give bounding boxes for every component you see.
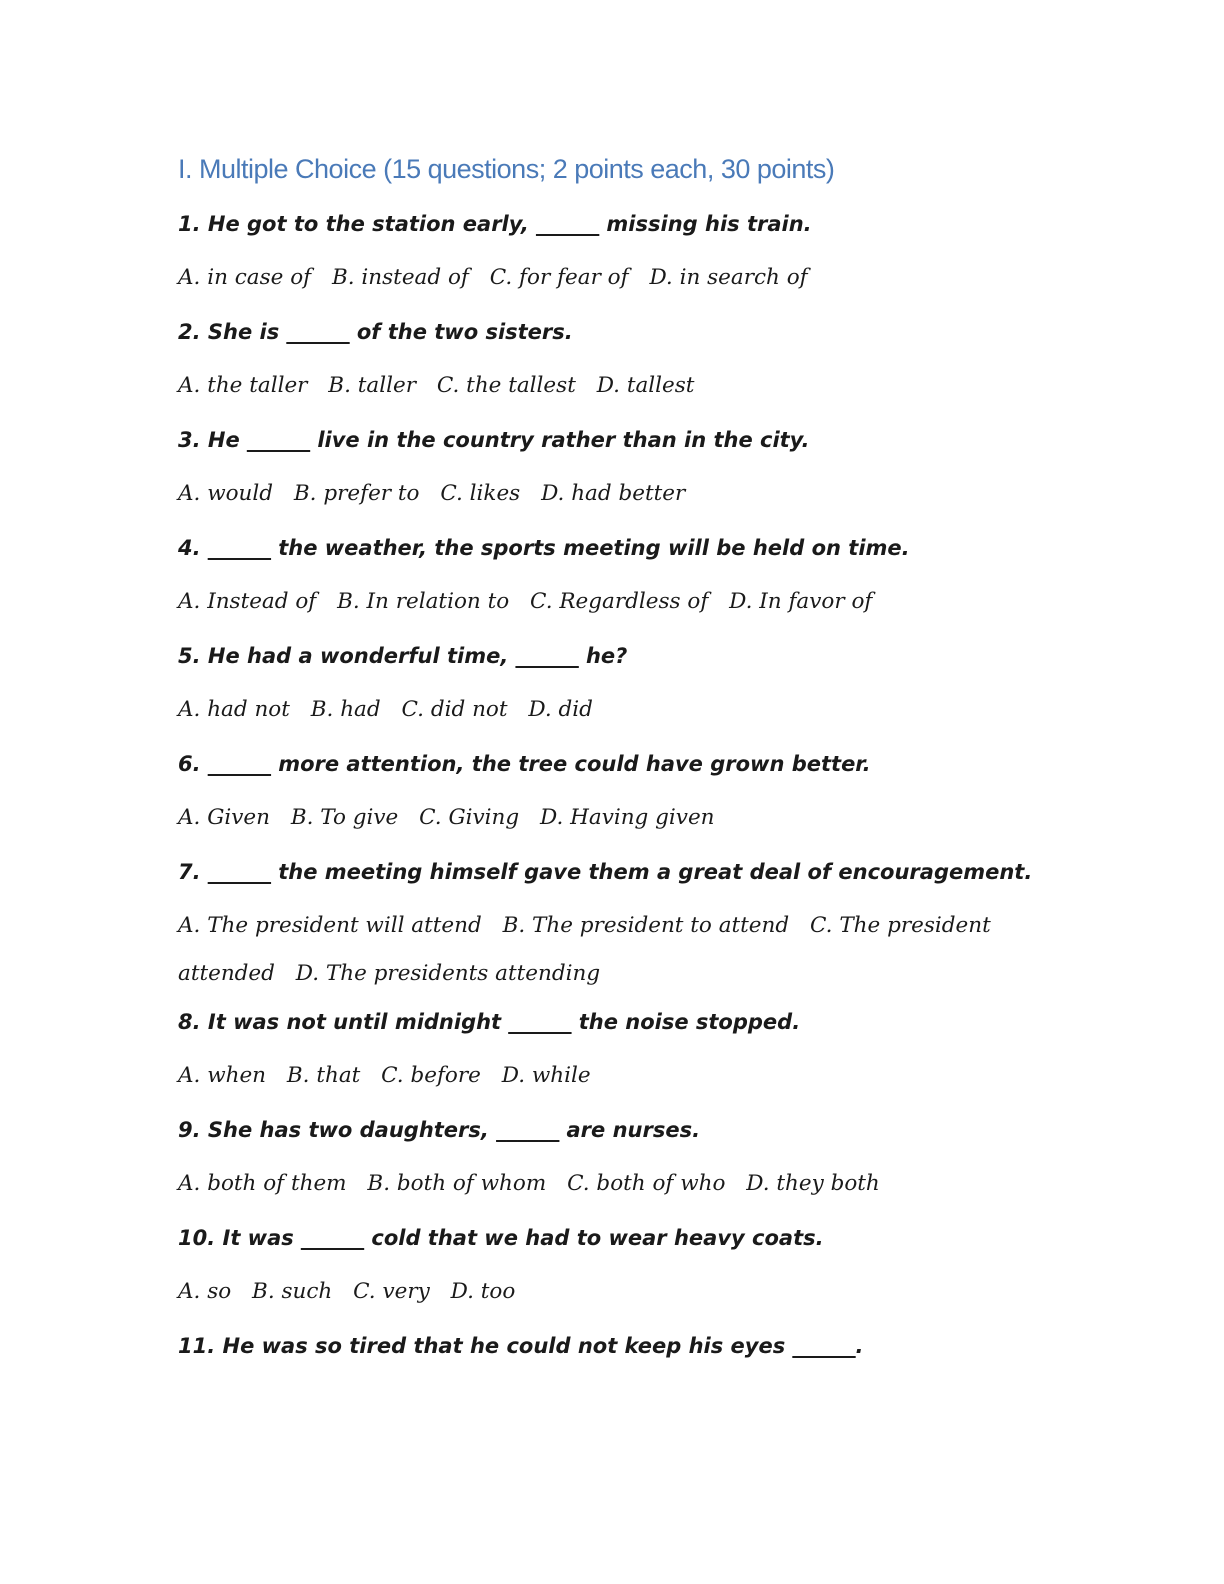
question-item-9 xyxy=(178,1112,1058,1220)
answer-options xyxy=(178,800,1058,854)
answer-options xyxy=(178,260,1058,314)
question-item-8 xyxy=(178,1004,1058,1112)
question-item-6 xyxy=(178,746,1058,854)
option-c: C. very xyxy=(353,1279,430,1304)
option-b: B. prefer to xyxy=(293,481,420,506)
question-text: 3. He ______ live in the country rather than in the city. xyxy=(178,428,810,452)
option-b: B. both of whom xyxy=(367,1171,547,1196)
option-d: D. too xyxy=(450,1279,516,1304)
question-text: 10. It was ______ cold that we had to wear heavy coats. xyxy=(178,1226,824,1250)
option-d: D. In favor of xyxy=(729,589,873,614)
option-c: C. did not xyxy=(401,697,508,722)
question-text: 2. She is ______ of the two sisters. xyxy=(178,320,573,344)
option-c: C. likes xyxy=(440,481,521,506)
option-d: D. Having given xyxy=(539,805,715,830)
option-d: D. had better xyxy=(541,481,686,506)
option-c: C. the tallest xyxy=(436,373,576,398)
option-d: D. tallest xyxy=(596,373,695,398)
option-a: A. Given xyxy=(178,805,270,830)
answer-options xyxy=(178,692,1058,746)
answer-options xyxy=(178,476,1058,530)
option-b: B. that xyxy=(286,1063,361,1088)
question-item-3 xyxy=(178,422,1058,530)
option-b: B. taller xyxy=(328,373,416,398)
option-c: C. Giving xyxy=(419,805,520,830)
question-item-7 xyxy=(178,854,1058,1004)
question-text: 8. It was not until midnight ______ the noise stopped. xyxy=(178,1010,801,1034)
answer-options xyxy=(178,1058,1058,1112)
option-c: C. The president attended xyxy=(178,913,991,986)
question-text: 1. He got to the station early, ______ missing his train. xyxy=(178,212,812,236)
option-a: A. when xyxy=(178,1063,267,1088)
question-text: 7. ______ the meeting himself gave them a great deal of encouragement. xyxy=(178,860,1033,884)
option-a: A. had not xyxy=(178,697,290,722)
answer-options xyxy=(178,584,1058,638)
question-text: 11. He was so tired that he could not keep his eyes ______. xyxy=(178,1334,864,1358)
option-a: A. so xyxy=(178,1279,232,1304)
question-text: 6. ______ more attention, the tree could have grown better. xyxy=(178,752,871,776)
option-b: B. instead of xyxy=(331,265,469,290)
question-text: 5. He had a wonderful time, ______ he? xyxy=(178,644,628,668)
answer-options xyxy=(178,1274,1058,1328)
option-c: C. before xyxy=(381,1063,481,1088)
section-title: I. Multiple Choice (15 questions; 2 points each, 30 points) xyxy=(178,154,835,184)
answer-options xyxy=(178,1166,1058,1220)
option-c: C. both of who xyxy=(567,1171,726,1196)
option-a: A. both of them xyxy=(178,1171,347,1196)
exam-page xyxy=(178,150,1058,1382)
question-text: 9. She has two daughters, ______ are nurses. xyxy=(178,1118,701,1142)
option-b: B. To give xyxy=(290,805,399,830)
answer-options xyxy=(178,902,1008,1004)
option-d: D. did xyxy=(528,697,593,722)
option-a: A. would xyxy=(178,481,274,506)
question-item-5 xyxy=(178,638,1058,746)
option-b: B. The president to attend xyxy=(502,913,790,938)
question-text: 4. ______ the weather, the sports meeting will be held on time. xyxy=(178,536,910,560)
option-a: A. Instead of xyxy=(178,589,317,614)
option-a: A. in case of xyxy=(178,265,312,290)
answer-options xyxy=(178,368,1058,422)
question-item-4 xyxy=(178,530,1058,638)
option-b: B. In relation to xyxy=(337,589,510,614)
option-d: D. they both xyxy=(746,1171,880,1196)
question-item-2 xyxy=(178,314,1058,422)
question-item-1 xyxy=(178,206,1058,314)
option-d: D. in search of xyxy=(649,265,808,290)
option-b: B. had xyxy=(310,697,381,722)
option-c: C. Regardless of xyxy=(530,589,709,614)
option-b: B. such xyxy=(252,1279,333,1304)
option-d: D. while xyxy=(501,1063,591,1088)
option-a: A. the taller xyxy=(178,373,308,398)
option-c: C. for fear of xyxy=(489,265,629,290)
question-item-10 xyxy=(178,1220,1058,1328)
question-item-11 xyxy=(178,1328,1058,1382)
option-a: A. The president will attend xyxy=(178,913,482,938)
option-d: D. The presidents attending xyxy=(295,961,601,986)
